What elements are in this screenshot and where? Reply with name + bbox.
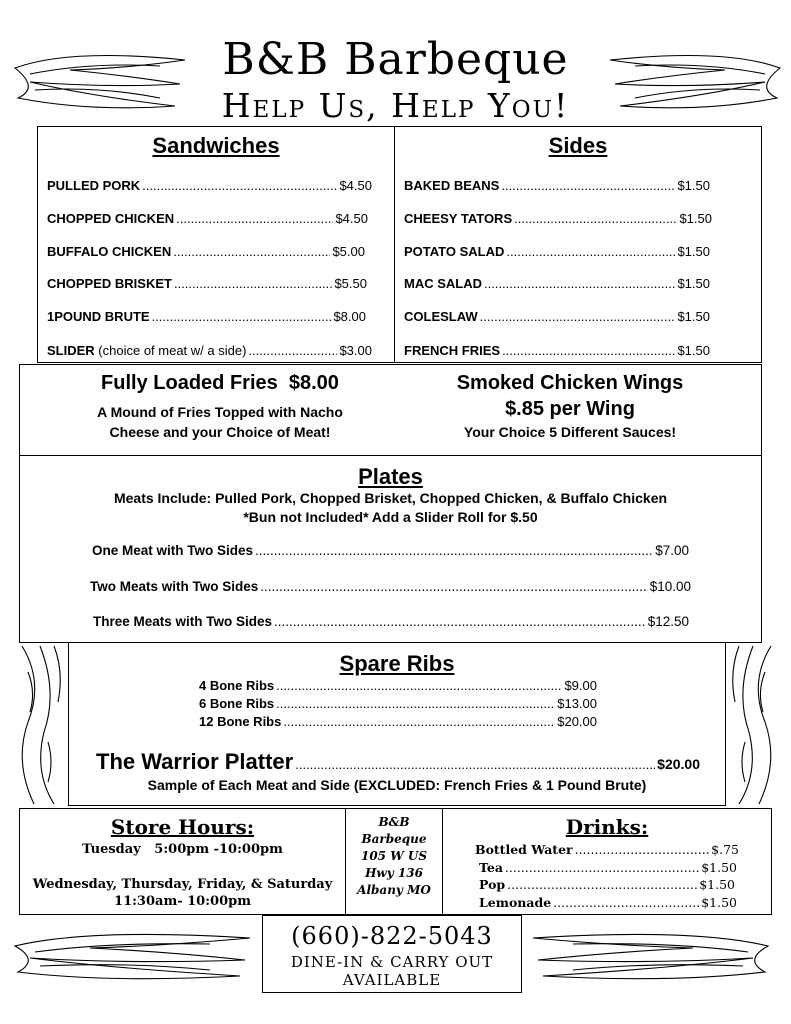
menu-item: 1POUND BRUTE ..... $8.00	[47, 309, 366, 324]
menu-item: MAC SALAD ..... $1.50	[404, 276, 710, 291]
flame-left-side-icon	[14, 642, 66, 808]
restaurant-subtitle: Help Us, Help You!	[221, 86, 570, 125]
address-line-1: B&B	[378, 815, 410, 829]
address-line-5: Albany MO	[357, 883, 431, 897]
fries-heading: Fully Loaded Fries $8.00	[101, 372, 339, 394]
drink-item: Lemonade ..... $1.50	[479, 895, 737, 910]
warrior-item: The Warrior Platter ..... $20.00	[96, 749, 700, 775]
address-line-3: 105 W US	[360, 849, 427, 863]
hours-section	[19, 808, 346, 915]
ribs-section	[68, 642, 726, 806]
fries-description-2: Cheese and your Choice of Meat!	[109, 424, 331, 440]
menu-item: CHEESY TATORS ..... $1.50	[404, 211, 712, 226]
menu-item: BUFFALO CHICKEN ..... $5.00	[47, 244, 365, 259]
sandwiches-section	[37, 126, 395, 363]
drinks-title: Drinks:	[565, 815, 649, 839]
flame-right-side-icon	[727, 642, 779, 808]
footer-line-2: AVAILABLE	[342, 971, 442, 989]
flame-right-bottom-icon	[528, 928, 773, 983]
ribs-title: Spare Ribs	[339, 651, 455, 676]
plate-item: Two Meats with Two Sides ..... $10.00	[90, 579, 691, 594]
plate-item: One Meat with Two Sides ..... $7.00	[92, 543, 689, 558]
plates-meats: Meats Include: Pulled Pork, Chopped Brisket, Chopped Chicken, & Buffalo Chicken	[113, 490, 668, 506]
hours-line-2: Wednesday, Thursday, Friday, & Saturday	[32, 877, 333, 892]
rib-item: 6 Bone Ribs ..... $13.00	[199, 696, 597, 711]
phone-number: (660)-822-5043	[291, 922, 493, 950]
rib-item: 4 Bone Ribs ..... $9.00	[199, 678, 597, 693]
sides-title: Sides	[548, 133, 608, 158]
menu-item: CHOPPED CHICKEN ..... $4.50	[47, 211, 368, 226]
plates-title: Plates	[358, 464, 423, 489]
sides-section	[394, 126, 762, 363]
menu-item: SLIDER (choice of meat w/ a side) ..... $3.00	[47, 343, 372, 358]
menu-item: BAKED BEANS ..... $1.50	[404, 178, 710, 193]
restaurant-title: B&B Barbeque	[222, 34, 569, 85]
warrior-description: Sample of Each Meat and Side (EXCLUDED: French Fries & 1 Pound Brute)	[147, 777, 647, 793]
footer-section	[262, 915, 522, 993]
rib-item: 12 Bone Ribs ..... $20.00	[199, 714, 597, 729]
plates-note: *Bun not Included* Add a Slider Roll for $.50	[243, 509, 538, 525]
address-section	[345, 808, 443, 915]
specials-section	[19, 364, 762, 456]
fries-description-1: A Mound of Fries Topped with Nacho	[97, 404, 343, 420]
plate-item: Three Meats with Two Sides ..... $12.50	[93, 614, 689, 629]
menu-item: CHOPPED BRISKET ..... $5.50	[47, 276, 367, 291]
wings-description: Your Choice 5 Different Sauces!	[463, 424, 677, 440]
hours-line-3: 11:30am- 10:00pm	[114, 894, 251, 909]
flame-left-bottom-icon	[10, 928, 255, 983]
drinks-section	[442, 808, 772, 915]
wings-price: $.85 per Wing	[505, 398, 635, 420]
drink-item: Pop ..... $1.50	[479, 877, 735, 892]
footer-line-1: DINE-IN & CARRY OUT	[290, 953, 494, 971]
menu-item: POTATO SALAD ..... $1.50	[404, 244, 710, 259]
menu-item: FRENCH FRIES ..... $1.50	[404, 343, 710, 358]
menu-item: PULLED PORK ..... $4.50	[47, 178, 372, 193]
address-line-2: Barbeque	[361, 832, 427, 846]
menu-item: COLESLAW ..... $1.50	[404, 309, 710, 324]
drink-item: Bottled Water ..... $.75	[475, 842, 739, 857]
sandwiches-title: Sandwiches	[152, 133, 280, 158]
plates-section	[19, 455, 762, 643]
hours-line-1: Tuesday 5:00pm -10:00pm	[82, 842, 283, 857]
hours-title: Store Hours:	[110, 815, 255, 839]
address-line-4: Hwy 136	[365, 866, 423, 880]
wings-heading: Smoked Chicken Wings	[456, 372, 684, 394]
drink-item: Tea ..... $1.50	[479, 860, 737, 875]
